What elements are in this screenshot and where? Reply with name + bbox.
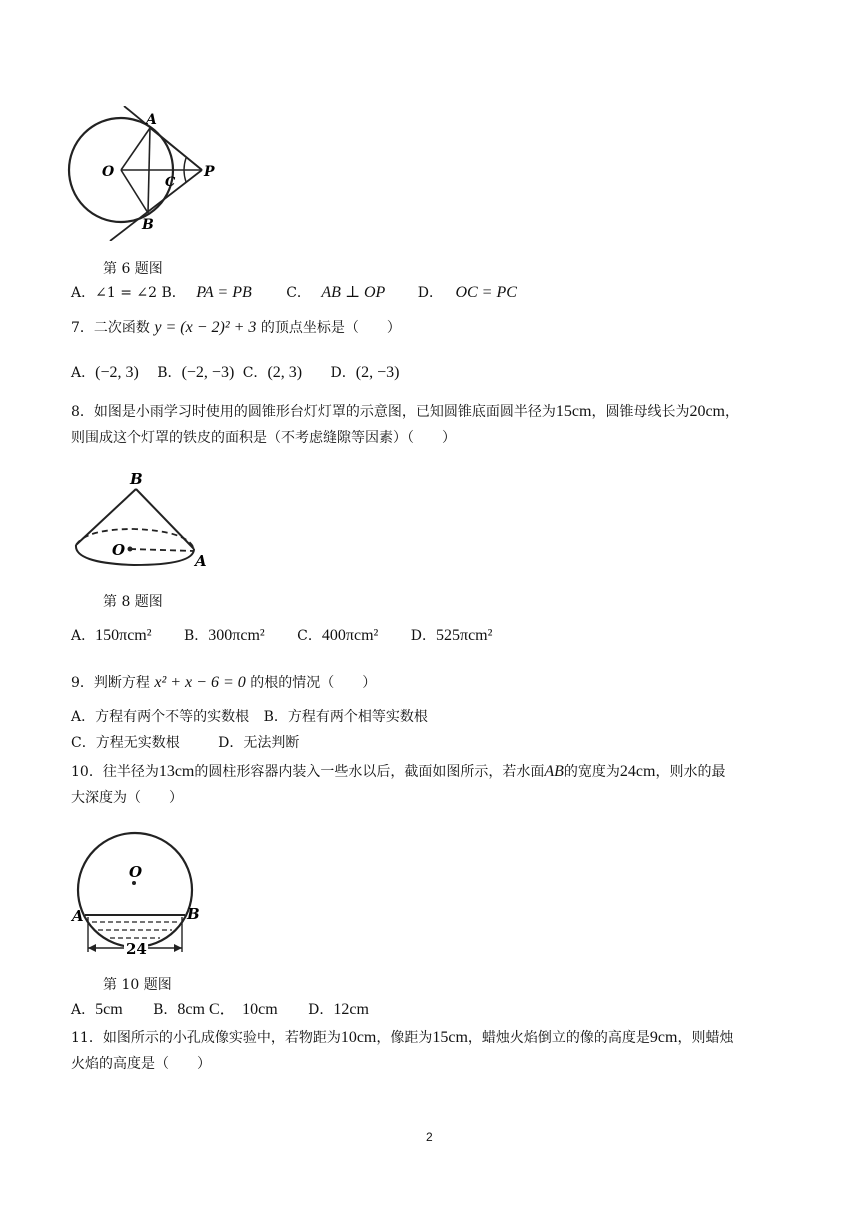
q6-option-c: C．	[286, 285, 311, 301]
q6-label-o: O	[102, 164, 115, 180]
q7-option-d: D．	[330, 365, 356, 381]
q8-option-a-math: 150πcm²	[95, 627, 152, 644]
q11-image-distance: 15cm	[432, 1029, 468, 1046]
q7-option-c: C．	[242, 365, 268, 381]
q7-stem-suffix: 的顶点坐标是（ ）	[256, 320, 401, 336]
q11-stem-part-b: ，像距为	[376, 1030, 433, 1046]
q6-segment-ap	[150, 128, 202, 170]
q11-stem-line2: 火焰的高度是（ ）	[71, 1056, 211, 1072]
q10-option-d-math: 12cm	[333, 1001, 369, 1018]
q6-label-a: A	[146, 112, 157, 128]
q8-stem-part-a: 8．如图是小雨学习时使用的圆锥形台灯灯罩的示意图，已知圆锥底面圆半径为	[71, 404, 556, 420]
q7-option-d-math: (2, −3)	[355, 364, 400, 381]
q10-stem-part-a: 10．往半径为	[71, 764, 159, 780]
q7-stem-math: y = (x − 2)² + 3	[154, 319, 257, 336]
q6-label-c: C	[165, 175, 176, 190]
q9-option-a: A．方程有两个不等的实数根	[71, 709, 250, 725]
q11-stem-part-c: ，蜡烛火焰倒立的像的高度是	[467, 1030, 650, 1046]
q8-label-o: O	[112, 541, 126, 559]
q6-segment-ob	[121, 170, 148, 213]
q8-option-d: D．	[410, 628, 436, 644]
q8-radius-value: 15cm	[555, 403, 592, 420]
q6-option-c-math: AB ⊥ OP	[321, 284, 386, 301]
q8-slant-value: 20cm	[689, 403, 725, 420]
q10-label-o: O	[129, 863, 143, 881]
fig10-caption: 第 10 题图	[103, 977, 172, 993]
q7-stem-prefix: 7．二次函数	[71, 320, 155, 336]
q10-stem-line2: 大深度为（ ）	[71, 790, 183, 806]
q8-option-d-math: 525πcm²	[436, 627, 493, 644]
q9-option-c: C．方程无实数根	[71, 735, 180, 751]
q11-stem-line1	[71, 1028, 733, 1048]
q6-segment-oa	[121, 128, 150, 170]
q7-option-c-math: (2, 3)	[267, 364, 303, 381]
q9-stem-suffix: 的根的情况（ ）	[245, 675, 377, 691]
q10-option-b-math: 8cm C．	[177, 1001, 236, 1018]
q6-option-b-math: PA = PB	[196, 284, 252, 301]
q11-stem-part-a: 11．如图所示的小孔成像实验中，若物距为	[71, 1030, 341, 1046]
q7-options	[71, 363, 399, 383]
q8-center-dot	[128, 547, 133, 552]
q10-option-a-math: 5cm	[95, 1001, 123, 1018]
q7-stem	[71, 318, 401, 338]
q10-option-d: D．	[308, 1002, 334, 1018]
q10-dim-arrow-right	[174, 944, 182, 952]
q8-option-c-math: 400πcm²	[321, 627, 379, 644]
q9-stem-math: x² + x − 6 = 0	[154, 674, 246, 691]
q8-options	[71, 626, 492, 646]
fig6-caption: 第 6 题图	[103, 261, 163, 277]
q11-stem-part-d: ，则蜡烛	[677, 1030, 734, 1046]
q6-label-p: P	[204, 164, 215, 180]
q6-options	[71, 283, 517, 303]
fig8-caption: 第 8 题图	[103, 594, 163, 610]
q10-stem-part-c: 的宽度为	[563, 764, 620, 780]
q10-label-a: A	[72, 907, 84, 925]
q10-dim-arrow-left	[88, 944, 96, 952]
q7-option-b-math: (−2, −3)	[181, 364, 235, 381]
q11-object-distance: 10cm	[340, 1029, 377, 1046]
q8-base-front	[76, 545, 194, 565]
q8-option-a: A．	[71, 628, 96, 644]
q10-ab-symbol: AB	[544, 763, 564, 780]
q9-options-row1	[71, 707, 428, 727]
q10-label-b: B	[187, 905, 200, 923]
q10-option-a: A．	[71, 1002, 96, 1018]
q8-option-b-math: 300πcm²	[208, 627, 265, 644]
q8-radius-oa	[130, 549, 194, 551]
q10-options	[71, 1000, 369, 1020]
q10-radius-value: 13cm	[158, 763, 195, 780]
q7-option-a-math: (−2, 3)	[95, 364, 139, 381]
q9-option-b: B．方程有两个相等实数根	[263, 709, 428, 725]
q6-option-a: A．∠1 = ∠2 B．	[71, 285, 186, 301]
q8-label-b: B	[130, 470, 143, 488]
q7-option-a: A．	[71, 365, 96, 381]
q10-stem-part-d: ，则水的最	[655, 764, 726, 780]
q8-stem-line1	[71, 402, 739, 422]
q9-stem	[71, 673, 376, 693]
q10-option-b: B．	[153, 1002, 178, 1018]
q8-stem-part-c: ，	[725, 404, 739, 420]
q6-label-b: B	[142, 217, 154, 233]
q10-center-dot	[132, 881, 136, 885]
q8-stem-part-b: ，圆锥母线长为	[591, 404, 690, 420]
q8-stem-line2: 则围成这个灯罩的铁皮的面积是（不考虑缝隙等因素）（ ）	[71, 430, 456, 446]
q10-label-width: 24	[126, 940, 147, 958]
q9-options-row2	[71, 733, 299, 753]
figure-q10	[70, 820, 205, 960]
q6-tangent-b	[110, 170, 202, 241]
q9-option-d: D．无法判断	[218, 735, 300, 751]
q6-option-d-math: OC = PC	[455, 284, 517, 301]
page-number: 2	[426, 1130, 433, 1144]
q10-water-hatch	[92, 922, 178, 938]
q8-option-b: B．	[184, 628, 209, 644]
q11-image-height: 9cm	[649, 1029, 678, 1046]
q10-option-c-math: 10cm	[242, 1001, 278, 1018]
q6-option-d: D．	[417, 285, 443, 301]
figure-q8	[66, 467, 211, 572]
q10-stem-part-b: 的圆柱形容器内装入一些水以后，截面如图所示，若水面	[194, 764, 545, 780]
q8-label-a: A	[195, 552, 207, 570]
q7-option-b: B．	[157, 365, 182, 381]
q9-stem-prefix: 9．判断方程	[71, 675, 155, 691]
q10-stem-line1	[71, 762, 725, 782]
figure-q6	[62, 106, 232, 241]
q10-width-value: 24cm	[619, 763, 656, 780]
q8-option-c: C．	[297, 628, 322, 644]
